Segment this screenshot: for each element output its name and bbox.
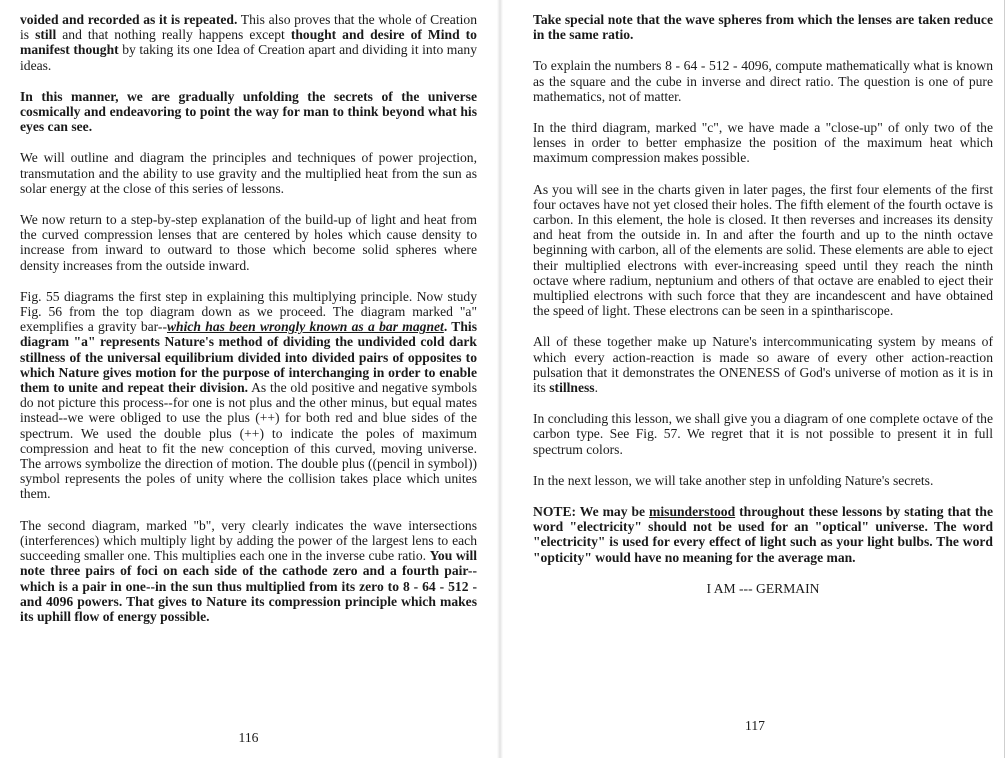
text-span: and that nothing really happens except <box>56 27 291 43</box>
paragraph-4: As you will see in the charts given in later pages, the first four elements of the first four octaves have not yet closed their holes. The fifth element of the fourth octave is carbon. In this element, the hole is closed. It then reverses and increases its density and heat from the outside in. In and after the fourth and up to the ninth octave beginning with carbon, all of the elements are solid. These elements are able to eject their multiplied electrons with ever-increasing speed until they reach the ninth octave where radium, neptunium and others of that octave are enabled to eject their multiplied electrons with such force that they are incandescent and have obtained the speed of light. These electrons can be seen in a spinthariscope. <box>533 181 993 319</box>
page-edge <box>1004 0 1005 758</box>
text-span: In this manner, we are gradually unfolding the secrets of the universe cosmically and endeavoring to point the way for man to think beyond what his eyes can see. <box>20 88 477 135</box>
paragraph-6 <box>20 518 477 624</box>
text-span: This diagram "a" represents Nature's method of dividing the undivided cold dark stillness of the universal equilibrium divided into divided pairs of opposites to which Nature gives motion for the purpose of interchanging in order to enable them to unite and repeat their division. <box>20 319 477 396</box>
note-paragraph <box>533 504 993 565</box>
text-span: You will note three pairs of foci on each side of the cathode zero and a fourth pair--which is a pair in one--in the sun thus multiplied from its zero to 8 - 64 - 512 - and 4096 powers. That gives to Nature its compression principle which makes its uphill flow of energy possible. <box>20 548 478 624</box>
text-span: stillness <box>549 380 595 396</box>
text-span: still <box>35 27 57 43</box>
text-span: Fig. 55 diagrams the first step in explaining this multiplying principle. Now study Fig. 56 from the top diagram down as we proceed. The diagram marked "a" exemplifies a gravity bar-- <box>20 288 477 335</box>
paragraph-1 <box>20 12 477 73</box>
text-span: NOTE: We may be <box>533 504 650 520</box>
paragraph-3: We will outline and diagram the principles and techniques of power projection, transmutation and the ability to use gravity and the multiplied heat from the sun as solar energy at the close of this series of lessons. <box>20 150 477 196</box>
page-number: 116 <box>238 730 259 745</box>
paragraph-4: We now return to a step-by-step explanation of the build-up of light and heat from the curved compression lenses that are centered by holes which cause density to increase from inward to outward to those which become solid spheres where density increases from the outside inward. <box>20 212 477 273</box>
left-page <box>0 0 497 758</box>
text-span: The second diagram, marked "b", very clearly indicates the wave intersections (interferences) which multiply light by adding the power of the largest lens to each succeeding smaller one. This multiplies each one in the inverse cube ratio. <box>20 517 477 564</box>
text-span: which has been wrongly known as a bar magnet <box>166 319 444 335</box>
text-span: As the old positive and negative symbols do not picture this process--for one is not plus and the other minus, but equal mates instead--we were obliged to use the plus (++) for both red and blue sides of the spectrum. We used the double plus (++) to indicate the poles of maximum compression and heat to fit the new conception of this curved, moving universe. The arrows symbolize the direction of motion. The double plus ((pencil in symbol)) symbol represents the poles of unity where the collision takes place which unites them. <box>20 380 477 502</box>
text-span: voided and recorded as it is repeated. <box>20 12 238 27</box>
paragraph-6: In concluding this lesson, we shall give you a diagram of one complete octave of the carbon type. See Fig. 57. We regret that it is not possible to present it in full spectrum colors. <box>533 411 993 457</box>
paragraph-5 <box>533 334 993 395</box>
text-span: thought and desire of Mind to manifest thought <box>20 27 477 58</box>
paragraph-2 <box>20 89 477 135</box>
text-span: misunderstood <box>649 504 736 520</box>
paragraph-2: To explain the numbers 8 - 64 - 512 - 4096, compute mathematically what is known as the square and the cube in inverse and direct ratio. The question is one of pure mathematics, not of matter. <box>533 58 993 104</box>
paragraph-7: In the next lesson, we will take another step in unfolding Nature's secrets. <box>533 472 934 488</box>
paragraph-5 <box>20 289 477 502</box>
paragraph-1 <box>533 12 993 42</box>
text-span: Take special note that the wave spheres from which the lenses are taken reduce in the same ratio. <box>533 12 993 43</box>
paragraph-3: In the third diagram, marked "c", we have made a "close-up" of only two of the lenses in order to better emphasize the position of the maximum heat which maximum compression makes possible. <box>533 120 993 166</box>
right-page <box>503 0 1007 758</box>
text-span: This also proves that the whole of Creation is <box>20 12 477 43</box>
text-span: . <box>594 380 598 396</box>
text-span: throughout these lessons by stating that the word "electricity" should not be used for an "optical" universe. The word "electricity" is used for every effect of light such as your light bulbs. The word "opticity" would have no meaning for the average man. <box>533 504 993 565</box>
text-span: . <box>443 319 448 335</box>
text-span: by taking its one Idea of Creation apart and dividing it into many ideas. <box>20 42 477 73</box>
signature: I AM --- GERMAIN <box>706 580 820 596</box>
page-number: 117 <box>745 718 765 733</box>
text-span: All of these together make up Nature's intercommunicating system by means of which every action-reaction is made so aware of every other action-reaction pulsation that it demonstrates the ONENESS of God's universe of motion as it is in its <box>533 334 993 396</box>
